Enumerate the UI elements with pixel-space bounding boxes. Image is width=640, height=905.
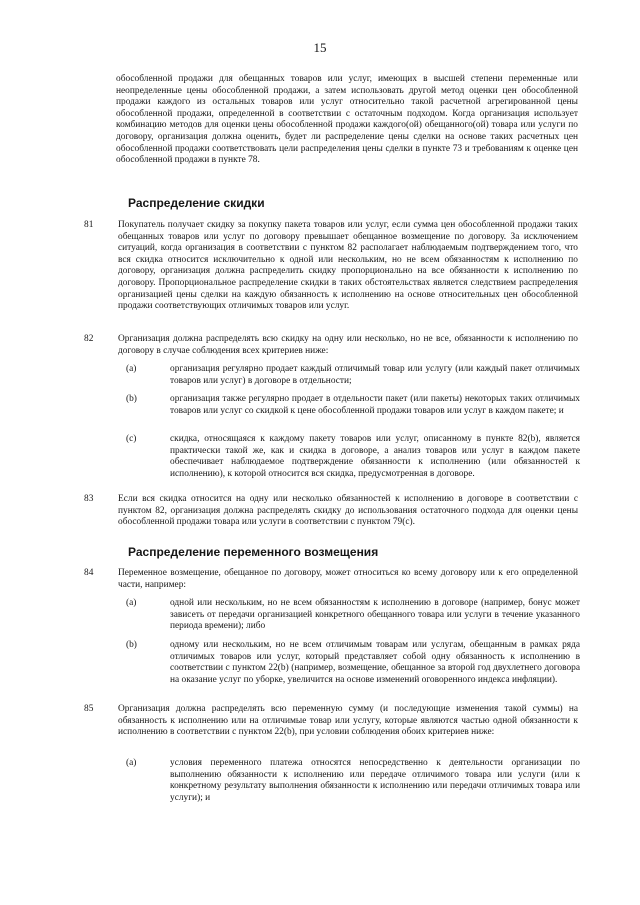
item-84b: одному или нескольким, но не всем отличимым товарам или услугам, обещанным в рамках ряда отличимых товаров или услуг, который представляет собой одну обязанность к исполнению в соответствии с пунктом 22(b) (например, возмещение, обещанное за второй год двухлетнего договора на оказание услуг по уборке, увеличится на основе изменений оговоренного индекса инфляции). (170, 640, 580, 685)
paragraph-number-82: 82 (84, 334, 94, 344)
section-heading-variable: Распределение переменного возмещения (128, 545, 379, 559)
item-label-82c: (c) (126, 434, 137, 444)
paragraph-82: Организация должна распределять всю скидку на одну или несколько, но не все, обязанности к исполнению по договору в случае соблюдения всех критериев ниже: (118, 334, 578, 356)
item-82a: организация регулярно продает каждый отличимый товар или услугу (или каждый пакет отличимых товаров или услуг) в договоре в отдельности; (170, 364, 580, 386)
paragraph-85: Организация должна распределять всю переменную сумму (и последующие изменения такой суммы) на обязанность к исполнению или на отличимые товар или услугу, которые являются частью одной обязанности к исполнению в соответствии с пунктом 22(b), при условии соблюдения обоих критериев ниже: (118, 704, 578, 738)
item-85a: условия переменного платежа относятся непосредственно к деятельности организации по выполнению обязанности к исполнению или передаче отличимого товара или услуги (или к конкретному результату выполнения обязанности к исполнению или передачи отличимых товара или услуги); и (170, 758, 580, 803)
paragraph-number-84: 84 (84, 568, 94, 578)
item-82b: организация также регулярно продает в отдельности пакет (или пакеты) некоторых таких отличимых товаров или услуг со скидкой к цене обособленной продажи товаров или услуг в каждом пакете; и (170, 394, 580, 416)
paragraph-83: Если вся скидка относится на одну или несколько обязанностей к исполнению в договоре в соответствии с пунктом 82, организация должна распределять скидку до использования остаточного подхода для оценки цены обособленной продажи товара или услуги в соответствии с пунктом 79(с). (118, 494, 578, 528)
item-84a: одной или нескольким, но не всем обязанностям к исполнению в договоре (например, бонус может зависеть от передачи организацией конкретного обещанного товара или услуги в течение указанного периода времени); либо (170, 598, 580, 632)
section-heading-discount: Распределение скидки (128, 196, 265, 210)
intro-paragraph: обособленной продажи для обещанных товаров или услуг, имеющих в высшей степени переменные или неопределенные цены обособленной продажи, а затем использовать другой метод оценки цен обособленной продажи каждого из остальных товаров или услуг относительно такой расчетной агрегированной цены обособленной продажи, определенной в соответствии с остаточным подходом. Когда организация использует комбинацию методов для оценки цены обособленной продажи каждого(ой) обещанного(ой) товара или услуги по договору, организация должна оценить, будет ли распределение цены сделки на основе таких расчетных цен обособленной продажи соответствовать цели распределения цены сделки в пункте 73 и требованиям к оценке цен обособленной продажи в пункте 78. (116, 74, 578, 166)
item-label-84b: (b) (126, 640, 137, 650)
paragraph-81: Покупатель получает скидку за покупку пакета товаров или услуг, если сумма цен обособленной продажи таких обещанных товаров или услуг по договору превышает обещанное возмещение по договору. За исключением ситуаций, когда организация в соответствии с пунктом 82 располагает наблюдаемым подтверждением того, что вся скидка относится исключительно к одной или нескольким, но не всем обязанностям к исполнению по договору, организация должна распределить скидку пропорционально на все обязанности к исполнению по договору. Пропорциональное распределение скидки в таких обстоятельствах является следствием распределения организацией цены сделки на каждую обязанность к исполнению на основе относительных цен обособленной продажи соответствующих отличимых товаров или услуг. (118, 220, 578, 312)
item-label-84a: (a) (126, 598, 137, 608)
paragraph-number-85: 85 (84, 704, 94, 714)
page-number: 15 (313, 40, 327, 55)
paragraph-84: Переменное возмещение, обещанное по договору, может относиться ко всему договору или к его определенной части, например: (118, 568, 578, 590)
item-label-82b: (b) (126, 394, 137, 404)
item-82c: скидка, относящаяся к каждому пакету товаров или услуг, описанному в пункте 82(b), является практически такой же, как и скидка в договоре, а анализ товаров или услуг в каждом пакете обеспечивает наблюдаемое подтверждение обязанности к исполнению (или обязанностей к исполнению), к которой относится вся скидка, предусмотренная в договоре. (170, 434, 580, 479)
item-label-85a: (a) (126, 758, 137, 768)
item-label-82a: (a) (126, 364, 137, 374)
paragraph-number-81: 81 (84, 220, 94, 230)
paragraph-number-83: 83 (84, 494, 94, 504)
